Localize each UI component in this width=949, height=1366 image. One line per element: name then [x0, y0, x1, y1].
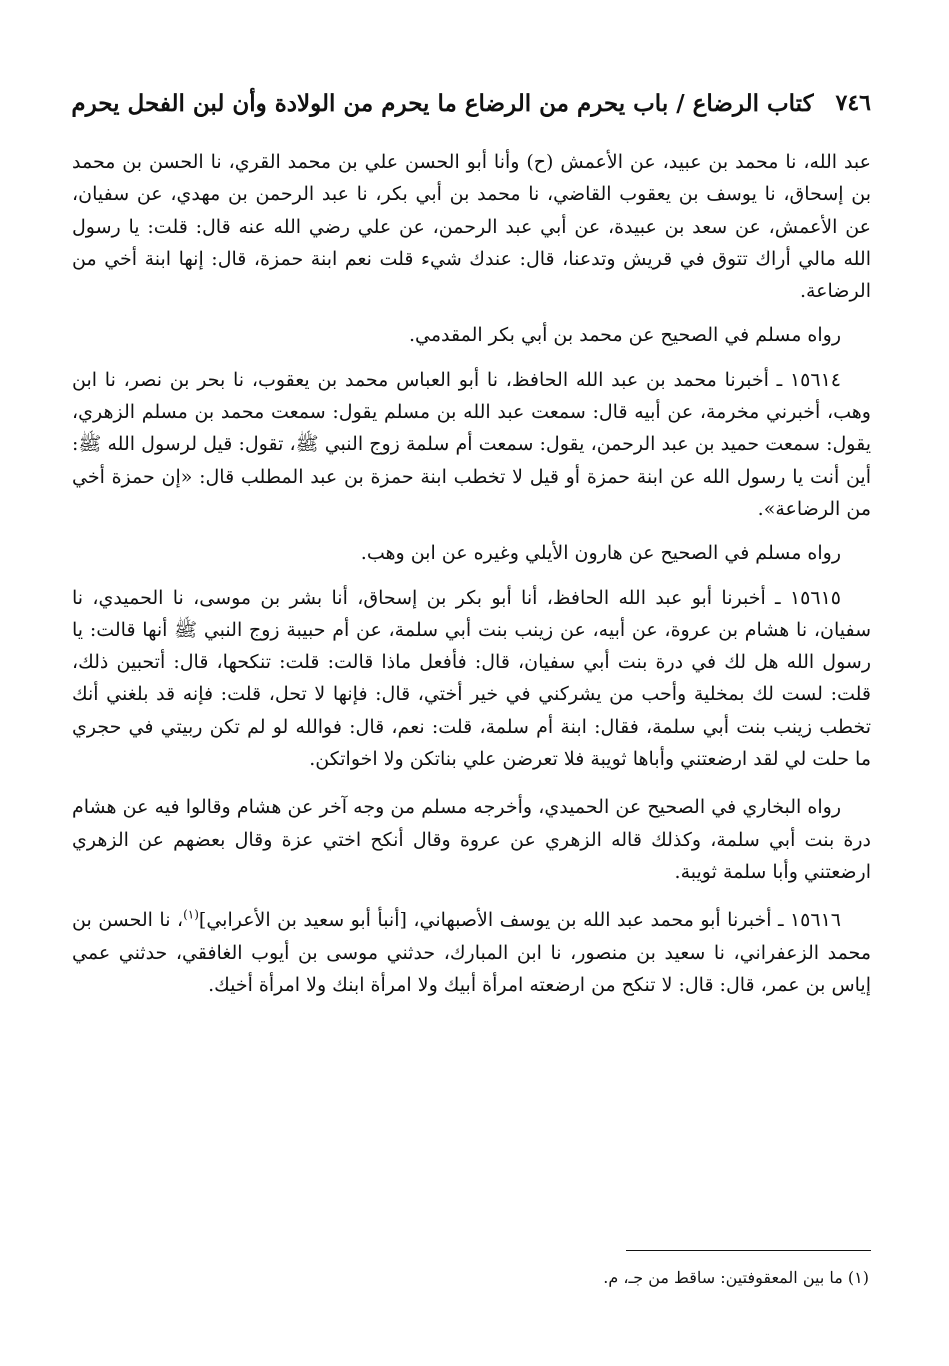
running-title: كتاب الرضاع / باب يحرم من الرضاع ما يحرم من الولادة وأن لبن الفحل يحرم — [71, 89, 814, 117]
footnote: (١) ما بين المعقوفتين: ساقط من جـ، م. — [603, 1268, 869, 1287]
paragraph-text-start: ١٥٦١٦ ـ أخبرنا أبو محمد عبد الله بن يوسف الأصبهاني، [أنبأ أبو سعيد بن الأعرابي] — [198, 909, 841, 932]
paragraph: عبد الله، نا محمد بن عبيد، عن الأعمش (ح) وأنا أبو الحسن علي بن محمد القري، نا الحسن بن محمد بن إسحاق، نا يوسف بن يعقوب القاضي، نا محمد بن أبي بكر، نا عبد الرحمن بن مهدي، عن سفيان، عن الأعمش، عن سعد بن عبيدة، عن أبي عبد الرحمن، عن علي رضي الله عنه قال: قلت: يا رسول الله مالي أراك تتوق في قريش وتدعنا، قال: عندك شيء قلت نعم ابنة حمزة، قال: إنها ابنة أخي من الرضاعة. — [72, 151, 871, 303]
page-number: ٧٤٦ — [835, 90, 871, 116]
paragraph: رواه البخاري في الصحيح عن الحميدي، وأخرجه مسلم من وجه آخر عن هشام وقالوا فيه عن هشام درة بنت أبي سلمة، وكذلك قاله الزهري عن عروة وقال أنكح اختي عزة وقال بعضهم عن الزهري ارضعتني وأبا سلمة ثويبة. — [72, 796, 871, 883]
main-text — [72, 146, 871, 1001]
hadith-paragraph: ١٥٦١٥ ـ أخبرنا أبو عبد الله الحافظ، أنا أبو بكر بن إسحاق، أنا بشر بن موسى، نا الحميدي، نا سفيان، نا هشام بن عروة، عن أبيه، عن زينب بنت أبي سلمة، عن أم حبيبة زوج النبي ﷺ أنها قالت: يا رسول الله هل لك في درة بنت أبي سفيان، قال: فأفعل ماذا قالت: قلت: تنكحها، قال: أتحبين ذلك، قلت: لست لك بمخلية وأحب من يشركني في خير أختي، قال: فإنها لا تحل، قلت: فإنه قد بلغني أنك تخطب زينب بنت أبي سلمة، فقال: ابنة أم سلمة، قلت: نعم، قال: فوالله لو لم تكن ربيتي في حجري ما حلت لي لقد ارضعتني وأباها ثويبة فلا تعرضن علي بناتكن ولا اخواتكن. — [72, 586, 871, 771]
hadith-paragraph: ١٥٦١٤ ـ أخبرنا محمد بن عبد الله الحافظ، نا أبو العباس محمد بن يعقوب، نا بحر بن نصر، نا ابن وهب، أخبرني مخرمة، عن أبيه قال: سمعت عبد الله بن مسلم يقول: سمعت محمد بن مسلم الزهري، يقول: سمعت حميد بن عبد الرحمن، يقول: سمعت أم سلمة زوج النبي ﷺ، تقول: قيل لرسول الله ﷺ: أين أنت يا رسول الله عن ابنة حمزة أو قيل لا تخطب ابنة حمزة بن عبد المطلب قال: «إن حمزة أخي من الرضاعة». — [72, 368, 871, 520]
paragraph: رواه مسلم في الصحيح عن هارون الأيلي وغيره عن ابن وهب. — [360, 542, 841, 565]
footnote-reference: (١) — [183, 907, 199, 922]
paragraph: رواه مسلم في الصحيح عن محمد بن أبي بكر المقدمي. — [408, 324, 841, 347]
paragraph-text-end: ، نا الحسن بن محمد الزعفراني، نا سعيد بن منصور، نا ابن المبارك، حدثني موسى بن أيوب الغافقي، حدثني عمي إياس بن عمر، قال: قال: لا تنكح من ارضعته امرأة أبيك ولا امرأة ابنك ولا امرأة أخيك. — [72, 909, 871, 996]
footnote-separator — [626, 1250, 871, 1251]
hadith-paragraph — [72, 904, 871, 1001]
running-header — [72, 78, 871, 128]
